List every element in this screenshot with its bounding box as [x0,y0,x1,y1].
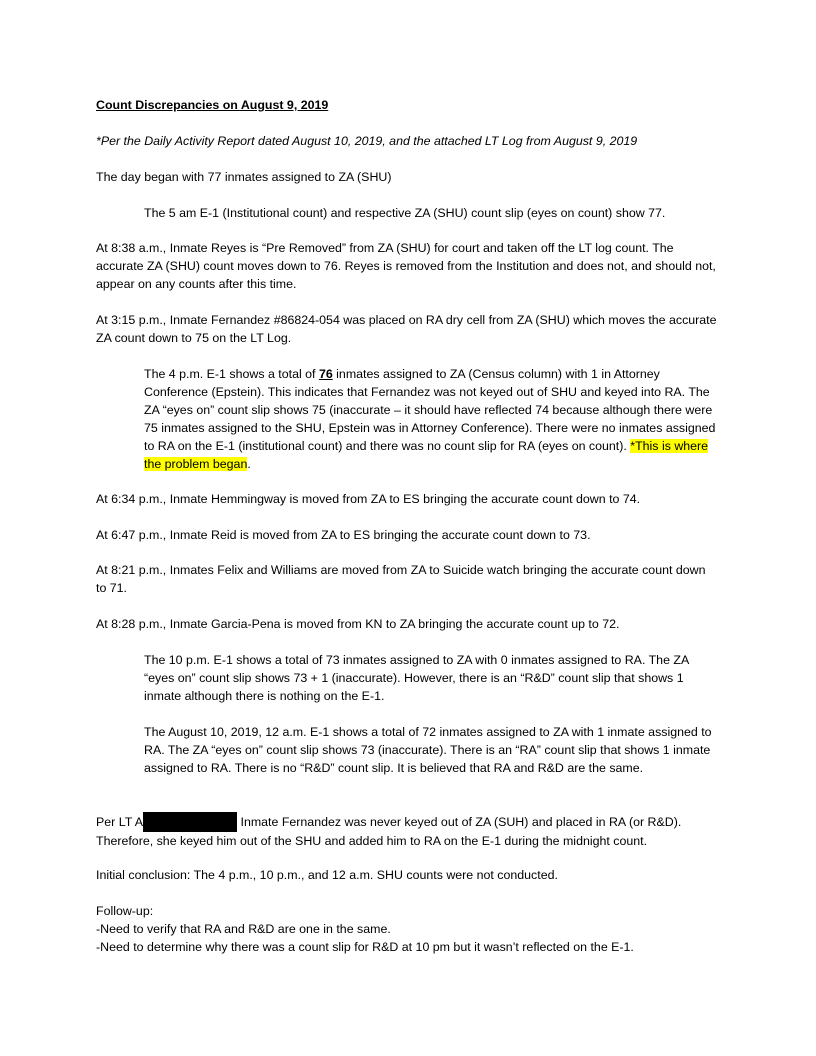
followup-item-2: -Need to determine why there was a count slip for R&D at 10 pm but it wasn’t reflected on the E-1. [96,940,634,954]
text-4pm-part-b: inmates assigned to ZA (Census column) with 1 in Attorney Conference (Epstein). This indicates that Fernandez was not keyed out of SHU and keyed into RA. The ZA “eyes on” count slip shows 75 (inaccurate – it should have reflected 74 because although there were 75 inmates assigned to the SHU, Epstein was in Attorney Conference). There were no inmates assigned to RA on the E-1 (institutional count) and there was no count slip for RA (eyes on count). [144,367,716,453]
followup-section [96,902,718,956]
highlighted-problem-note: *This is where the problem began [144,439,709,471]
text-4pm-end: . [247,457,251,471]
text-per-lt-start: Per LT A [96,815,144,829]
followup-title: Follow-up: [96,904,154,918]
paragraph-conclusion: Initial conclusion: The 4 p.m., 10 p.m., and 12 a.m. SHU counts were not conducted. [96,868,558,882]
document-title: Count Discrepancies on August 9, 2019 [96,98,329,112]
paragraph-838am: At 8:38 a.m., Inmate Reyes is “Pre Removed” from ZA (SHU) for court and taken off the LT log count. The accurate ZA (SHU) count moves down to 76. Reyes is removed from the Institution and does not, and should not, appear on any counts after this time. [96,241,716,291]
paragraph-647pm: At 6:47 p.m., Inmate Reid is moved from ZA to ES bringing the accurate count down to 73. [96,528,591,542]
count-76-emphasis: 76 [318,367,333,381]
paragraph-12am-count: The August 10, 2019, 12 a.m. E-1 shows a total of 72 inmates assigned to ZA with 1 inmate assigned to RA. The ZA “eyes on” count slip shows 73 (inaccurate). There is an “RA” count slip that shows 1 inmate assigned to RA. There is no “R&D” count slip. It is believed that RA and R&D are the same. [144,725,712,775]
paragraph-634pm: At 6:34 p.m., Inmate Hemmingway is moved from ZA to ES bringing the accurate count down to 74. [96,492,641,506]
document-subtitle: *Per the Daily Activity Report dated August 10, 2019, and the attached LT Log from August 9, 2019 [96,134,638,148]
redaction-box [143,812,237,832]
followup-item-1: -Need to verify that RA and R&D are one in the same. [96,922,391,936]
paragraph-821pm: At 8:21 p.m., Inmates Felix and Williams are moved from ZA to Suicide watch bringing the accurate count down to 71. [96,563,706,595]
paragraph-4pm-count [144,365,716,473]
paragraph-828pm: At 8:28 p.m., Inmate Garcia-Pena is moved from KN to ZA bringing the accurate count up to 72. [96,617,620,631]
paragraph-315pm: At 3:15 p.m., Inmate Fernandez #86824-054 was placed on RA dry cell from ZA (SHU) which moves the accurate ZA count down to 75 on the LT Log. [96,313,717,345]
paragraph-day-start: The day began with 77 inmates assigned to ZA (SHU) [96,170,392,184]
text-per-lt-second-line: Therefore, she keyed him out of the SHU and added him to RA on the E-1 during the midnight count. [96,834,648,848]
text-per-lt-rest: Inmate Fernandez was never keyed out of ZA (SUH) and placed in RA (or R&D). [237,815,682,829]
paragraph-5am-count: The 5 am E-1 (Institutional count) and respective ZA (SHU) count slip (eyes on count) show 77. [144,206,666,220]
text-4pm-part-a: The 4 p.m. E-1 shows a total of [144,367,319,381]
paragraph-10pm-count: The 10 p.m. E-1 shows a total of 73 inmates assigned to ZA with 0 inmates assigned to RA. The ZA “eyes on” count slip shows 73 + 1 (inaccurate). However, there is an “R&D” count slip that shows 1 inmate although there is nothing on the E-1. [144,653,689,703]
paragraph-per-lt [96,812,718,850]
